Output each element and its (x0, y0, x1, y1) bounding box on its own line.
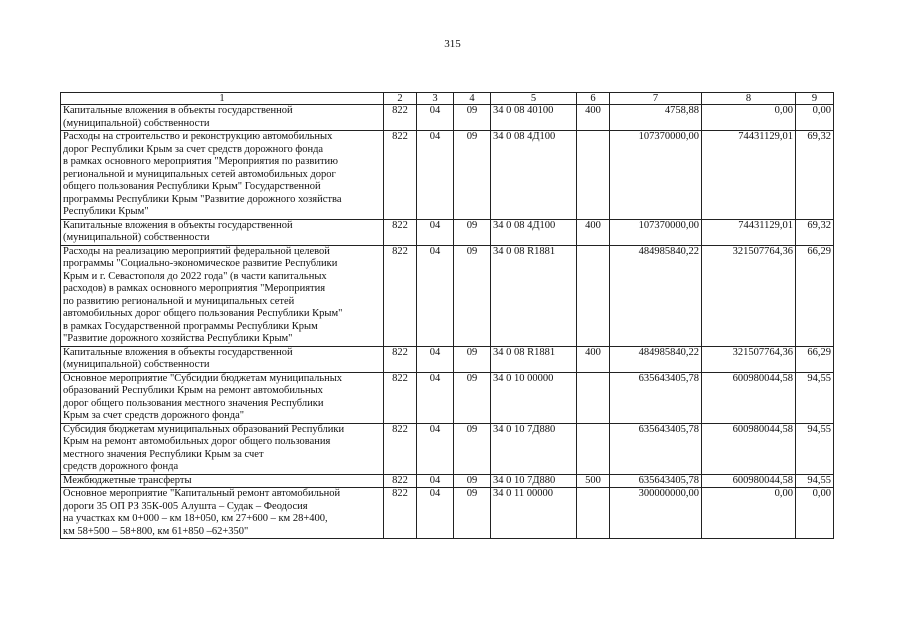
table-row (61, 474, 834, 488)
page-number: 315 (444, 38, 461, 50)
cell-subsection: 09 (454, 219, 491, 245)
cell-description: Капитальные вложения в объекты государственной (муниципальной) собственности (61, 105, 384, 131)
cell-section: 04 (417, 372, 454, 423)
cell-target-article: 34 0 08 4Д100 (491, 219, 577, 245)
cell-subsection: 09 (454, 423, 491, 474)
cell-expense-type (577, 372, 610, 423)
table-row (61, 105, 834, 131)
cell-expense-type: 400 (577, 105, 610, 131)
cell-subsection: 09 (454, 346, 491, 372)
cell-planned-amount: 484985840,22 (610, 346, 702, 372)
cell-ministry-code: 822 (384, 423, 417, 474)
cell-subsection: 09 (454, 372, 491, 423)
table-row (61, 488, 834, 539)
cell-description: Основное мероприятие "Капитальный ремонт автомобильной дороги 35 ОП РЗ 35К-005 Алушта – Судак – Феодосия на участках км 0+000 – км 18+050, км 27+600 – км 28+400, км 58+500 – 58+800, км 61+850 –62+350" (61, 488, 384, 539)
table-row (61, 219, 834, 245)
cell-section: 04 (417, 488, 454, 539)
cell-planned-amount: 635643405,78 (610, 372, 702, 423)
column-header: 9 (796, 93, 834, 105)
cell-expense-type (577, 131, 610, 220)
table-row (61, 423, 834, 474)
cell-target-article: 34 0 08 4Д100 (491, 131, 577, 220)
cell-percent: 94,55 (796, 372, 834, 423)
cell-percent: 69,32 (796, 131, 834, 220)
cell-ministry-code: 822 (384, 245, 417, 346)
column-header: 5 (491, 93, 577, 105)
cell-percent: 66,29 (796, 245, 834, 346)
header-row (61, 93, 834, 105)
cell-actual-amount: 600980044,58 (702, 423, 796, 474)
cell-actual-amount: 600980044,58 (702, 474, 796, 488)
cell-description: Межбюджетные трансферты (61, 474, 384, 488)
cell-percent: 0,00 (796, 488, 834, 539)
cell-section: 04 (417, 346, 454, 372)
cell-percent: 94,55 (796, 423, 834, 474)
cell-section: 04 (417, 245, 454, 346)
cell-actual-amount: 0,00 (702, 488, 796, 539)
cell-planned-amount: 4758,88 (610, 105, 702, 131)
column-header: 7 (610, 93, 702, 105)
cell-ministry-code: 822 (384, 488, 417, 539)
table-row (61, 131, 834, 220)
cell-target-article: 34 0 08 40100 (491, 105, 577, 131)
cell-planned-amount: 635643405,78 (610, 474, 702, 488)
column-header: 1 (61, 93, 384, 105)
cell-target-article: 34 0 08 R1881 (491, 346, 577, 372)
cell-section: 04 (417, 131, 454, 220)
cell-section: 04 (417, 219, 454, 245)
cell-expense-type: 400 (577, 219, 610, 245)
cell-subsection: 09 (454, 488, 491, 539)
cell-target-article: 34 0 10 00000 (491, 372, 577, 423)
cell-ministry-code: 822 (384, 219, 417, 245)
cell-target-article: 34 0 10 7Д880 (491, 474, 577, 488)
cell-section: 04 (417, 474, 454, 488)
cell-description: Капитальные вложения в объекты государственной (муниципальной) собственности (61, 346, 384, 372)
cell-planned-amount: 107370000,00 (610, 219, 702, 245)
cell-description: Основное мероприятие "Субсидии бюджетам муниципальных образований Республики Крым на ремонт автомобильных дорог общего пользования местного значения Республики Крым за счет средств дорожного фонда" (61, 372, 384, 423)
cell-expense-type (577, 488, 610, 539)
cell-ministry-code: 822 (384, 474, 417, 488)
cell-planned-amount: 635643405,78 (610, 423, 702, 474)
cell-expense-type: 500 (577, 474, 610, 488)
cell-percent: 0,00 (796, 105, 834, 131)
column-header: 6 (577, 93, 610, 105)
table-row (61, 245, 834, 346)
cell-description: Расходы на строительство и реконструкцию автомобильных дорог Республики Крым за счет средств дорожного фонда в рамках основного мероприятия "Мероприятия по развитию региональной и муниципальных сетей автомобильных дорог общего пользования Республики Крым" Государственной программы Республики Крым "Развитие дорожного хозяйства Республики Крым" (61, 131, 384, 220)
cell-planned-amount: 300000000,00 (610, 488, 702, 539)
cell-expense-type (577, 423, 610, 474)
cell-description: Расходы на реализацию мероприятий федеральной целевой программы "Социально-экономическое развитие Республики Крым и г. Севастополя до 2022 года" (в части капитальных расходов) в рамках основного мероприятия "Мероприятия по развитию региональной и муниципальных сетей автомобильных дорог общего пользования Республики Крым" в рамках Государственной программы Республики Крым "Развитие дорожного хозяйства Республики Крым" (61, 245, 384, 346)
cell-description: Капитальные вложения в объекты государственной (муниципальной) собственности (61, 219, 384, 245)
column-header: 4 (454, 93, 491, 105)
cell-ministry-code: 822 (384, 372, 417, 423)
cell-section: 04 (417, 423, 454, 474)
cell-ministry-code: 822 (384, 105, 417, 131)
cell-subsection: 09 (454, 131, 491, 220)
cell-actual-amount: 321507764,36 (702, 245, 796, 346)
cell-percent: 69,32 (796, 219, 834, 245)
cell-target-article: 34 0 11 00000 (491, 488, 577, 539)
cell-percent: 66,29 (796, 346, 834, 372)
cell-subsection: 09 (454, 105, 491, 131)
table-row (61, 346, 834, 372)
cell-expense-type: 400 (577, 346, 610, 372)
column-header: 8 (702, 93, 796, 105)
budget-table (60, 92, 834, 539)
cell-actual-amount: 321507764,36 (702, 346, 796, 372)
cell-actual-amount: 600980044,58 (702, 372, 796, 423)
cell-actual-amount: 74431129,01 (702, 219, 796, 245)
cell-actual-amount: 0,00 (702, 105, 796, 131)
cell-subsection: 09 (454, 245, 491, 346)
cell-description: Субсидия бюджетам муниципальных образований Республики Крым на ремонт автомобильных дорог общего пользования местного значения Республики Крым за счет средств дорожного фонда (61, 423, 384, 474)
table-row (61, 372, 834, 423)
cell-actual-amount: 74431129,01 (702, 131, 796, 220)
cell-expense-type (577, 245, 610, 346)
cell-subsection: 09 (454, 474, 491, 488)
cell-ministry-code: 822 (384, 131, 417, 220)
cell-ministry-code: 822 (384, 346, 417, 372)
cell-target-article: 34 0 08 R1881 (491, 245, 577, 346)
cell-percent: 94,55 (796, 474, 834, 488)
column-header: 3 (417, 93, 454, 105)
cell-planned-amount: 484985840,22 (610, 245, 702, 346)
column-header: 2 (384, 93, 417, 105)
cell-target-article: 34 0 10 7Д880 (491, 423, 577, 474)
cell-section: 04 (417, 105, 454, 131)
cell-planned-amount: 107370000,00 (610, 131, 702, 220)
